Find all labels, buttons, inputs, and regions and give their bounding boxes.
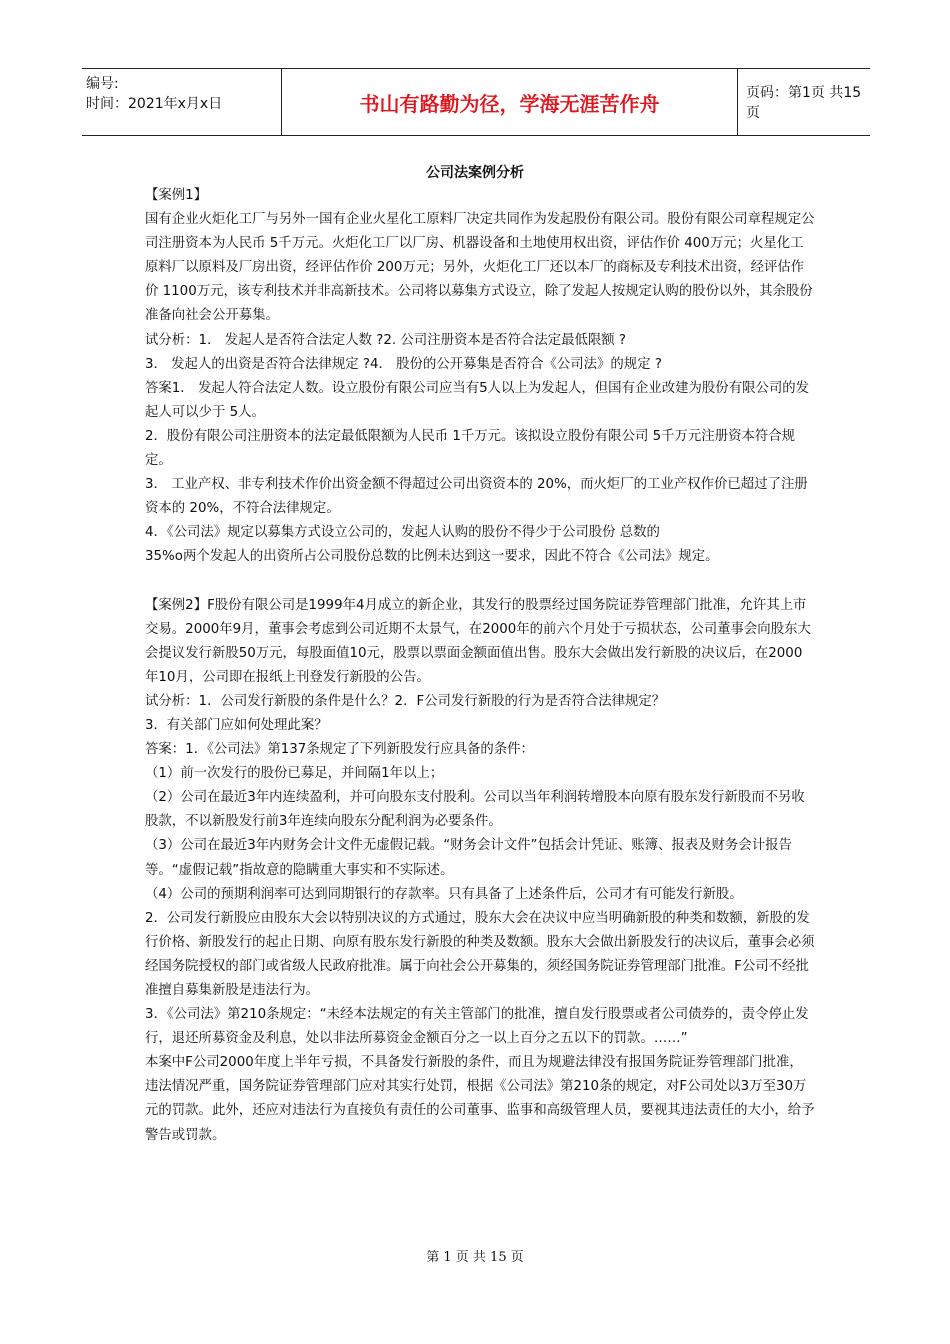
page-footer: 第 1 页 共 15 页	[426, 1250, 524, 1265]
document-number-label: 编号:	[86, 76, 119, 92]
case2-answer-2: 2．公司发行新股应由股东大会以特别决议的方式通过，股东大会在决议中应当明确新股的种类和数额，新股的发行价格、新股发行的起止日期、向原有股东发行新股的种类及数额。股东大会做出新股发行的决议后，董事会必须经国务院授权的部门或省级人民政府批准。属于向社会公开募集的，须经国务院证券管理部门批准。F公司不经批准擅自募集新股是违法行为。	[145, 910, 815, 998]
document-body	[145, 184, 815, 1148]
case1-description: 国有企业火炬化工厂与另外一国有企业火星化工原料厂决定共同作为发起股份有限公司。股份有限公司章程规定公司注册资本为人民币 5千万元。火炬化工厂以厂房、机器设备和土地使用权出资，评估作价 400万元；火星化工原料厂以原料及厂房出资，经评估作价 200万元；另外，火炬化工厂还以本厂的商标及专利技术出资，经评估作价 1100万元，该专利技术并非高新技术。公司将以募集方式设立，除了发起人按规定认购的股份以外，其余股份准备向社会公开募集。	[145, 212, 815, 324]
case2-conclusion: 本案中F公司2000年度上半年亏损，不具备发行新股的条件，而且为规避法律没有报国务院证券管理部门批准，违法情况严重，国务院证券管理部门应对其实行处罚，根据《公司法》第210条的规定，对F公司处以3万至30万元的罚款。此外，还应对违法行为直接负有责任的公司董事、监事和高级管理人员，要视其违法责任的大小，给予警告或罚款。	[145, 1055, 815, 1143]
case1-question-a: 试分析：1． 发起人是否符合法定人数 ?2. 公司注册资本是否符合法定最低限额 ?	[145, 332, 627, 348]
case2-answer-3: 3．《公司法》第210条规定：“未经本法规定的有关主管部门的批准，擅自发行股票或者公司债券的，责令停止发行，退还所募资金及利息，处以非法所募资金金额百分之一以上百分之五以下的罚款。……”	[145, 1007, 809, 1047]
document-title: 公司法案例分析	[426, 165, 524, 181]
case2-answer-intro: 答案：1．《公司法》第137条规定了下列新股发行应具备的条件：	[145, 742, 534, 758]
case1-answer-4: 4．《公司法》规定以募集方式设立公司的，发起人认购的股份不得少于公司股份 总数的	[145, 525, 660, 541]
page-header	[82, 68, 870, 136]
case2-condition-2: （2）公司在最近3年内连续盈利，并可向股东支付股利。公司以当年利润转增股本向原有股东发行新股而不另收股款，不以新股发行前3年连续向股东分配利润为必要条件。	[145, 790, 805, 830]
case2-condition-3: （3）公司在最近3年内财务会计文件无虚假记载。“财务会计文件”包括会计凭证、账簿、报表及财务会计报告等。“虚假记载”指故意的隐瞒重大事实和不实际述。	[145, 838, 792, 878]
case1-answer-3: 3． 工业产权、非专利技术作价出资金额不得超过公司出资资本的 20%，而火炬厂的工业产权作价已超过了注册资本的 20%，不符合法律规定。	[145, 477, 808, 517]
case1-question-b: 3． 发起人的出资是否符合法律规定 ?4． 股份的公开募集是否符合《公司法》的规定 ?	[145, 356, 662, 372]
paragraph-gap	[145, 570, 815, 594]
case2-condition-4: （4）公司的预期利润率可达到同期银行的存款率。只有具备了上述条件后，公司才有可能发行新股。	[145, 886, 743, 902]
case1-answer-1: 答案1． 发起人符合法定人数。设立股份有限公司应当有5人以上为发起人，但国有企业改建为股份有限公司的发起人可以少于 5人。	[145, 380, 810, 420]
case1-answer-4-cont: 35%o两个发起人的出资所占公司股份总数的比例未达到这一要求，因此不符合《公司法》规定。	[145, 549, 719, 565]
case1-answer-2: 2．股份有限公司注册资本的法定最低限额为人民币 1千万元。该拟设立股份有限公司 5千万元注册资本符合规定。	[145, 428, 796, 469]
header-meta	[82, 69, 282, 135]
case2-question-a: 试分析：1．公司发行新股的条件是什么？2．F公司发行新股的行为是否符合法律规定？	[145, 693, 666, 709]
case2-condition-1: （1）前一次发行的股份已募足，并间隔1年以上；	[145, 766, 444, 782]
case1-heading: 【案例1】	[145, 188, 208, 203]
header-page-info: 页码：第1页 共15页	[746, 85, 862, 121]
case2-question-b: 3．有关部门应如何处理此案？	[145, 717, 328, 733]
document-date: 时间：2021年x月x日	[86, 96, 223, 112]
header-motto: 书山有路勤为径，学海无涯苦作舟	[282, 69, 738, 135]
case2-description: 【案例2】F股份有限公司是1999年4月成立的新企业，其发行的股票经过国务院证券管理部门批准，允许其上市交易。2000年9月，董事会考虑到公司近期不太景气，在2000年的前六个月处于亏损状态，公司董事会向股东大会提议发行新股50万元，每股面值10元，股票以票面金额面值出售。股东大会做出发行新股的决议后，在2000年10月，公司即在报纸上刊登发行新股的公告。	[145, 597, 811, 685]
